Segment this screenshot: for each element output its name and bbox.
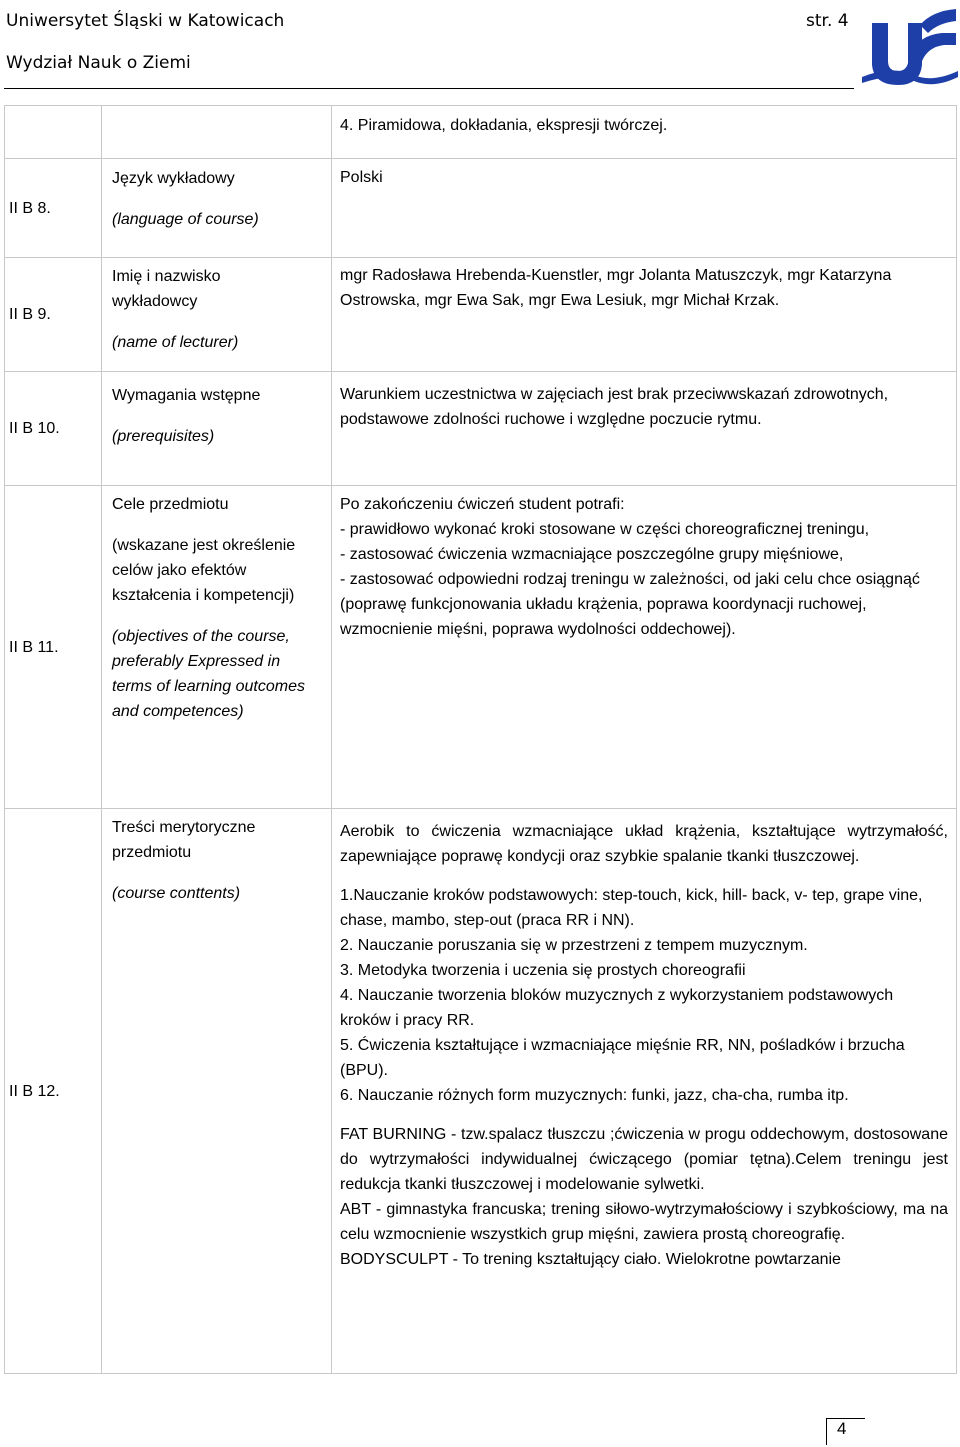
list-item: - zastosować ćwiczenia wzmacniające poszczególne grupy mięśniowe, bbox=[340, 546, 844, 563]
row-code: II B 10. bbox=[5, 372, 102, 486]
list-item: 5. Ćwiczenia kształtujące i wzmacniające mięśnie RR, NN, pośladków i brzucha (BPU). bbox=[340, 1037, 905, 1079]
list-item: 1.Nauczanie kroków podstawowych: step-touch, kick, hill- back, v- tep, grape vine, chase, mambo, step-out (praca RR i NN). bbox=[340, 887, 923, 929]
row-label: Język wykładowy bbox=[112, 170, 235, 187]
list-item: - zastosować odpowiedni rodzaj treningu w zależności, od jaki celu chce osiągnąć (poprawę funkcjonowania układu krążenia, poprawa koordynacji ruchowej, wzmocnienie mięśni, poprawa wydolności oddechowej). bbox=[340, 571, 920, 638]
row-label-en: (course conttents) bbox=[112, 885, 241, 902]
content-paragraph: FAT BURNING - tzw.spalacz tłuszczu ;ćwiczenia w progu oddechowym, dostosowane do wytrzymałości indywidualnej ćwiczącego (pomiar tętna).Celem treningu jest redukcja tkanki tłuszczowej i modelowanie sylwetki. bbox=[340, 1126, 948, 1193]
prev-row-value: 4. Piramidowa, dokładania, ekspresji twórczej. bbox=[332, 106, 957, 159]
row-label: Imię i nazwisko wykładowcy bbox=[112, 268, 221, 310]
list-item: 6. Nauczanie różnych form muzycznych: funki, jazz, cha-cha, rumba itp. bbox=[340, 1087, 849, 1104]
row-label-en: (name of lecturer) bbox=[112, 334, 239, 351]
content-intro: Aerobik to ćwiczenia wzmacniające układ krążenia, kształtujące wytrzymałość, zapewniające poprawę kondycji oraz szybkie spalanie tkanki tłuszczowej. bbox=[340, 823, 948, 865]
row-value: Polski bbox=[332, 159, 957, 258]
list-item: 3. Metodyka tworzenia i uczenia się prostych choreografii bbox=[340, 962, 746, 979]
page-label: str. 4 bbox=[806, 11, 849, 31]
university-logo-icon bbox=[862, 5, 958, 89]
row-label: Wymagania wstępne bbox=[112, 387, 261, 404]
list-item: 2. Nauczanie poruszania się w przestrzeni z tempem muzycznym. bbox=[340, 937, 808, 954]
table-row bbox=[5, 372, 957, 486]
table-row bbox=[5, 106, 957, 159]
faculty-name: Wydział Nauk o Ziemi bbox=[6, 53, 191, 73]
list-item: - prawidłowo wykonać kroki stosowane w części choreograficznej treningu, bbox=[340, 521, 870, 538]
list-item: Po zakończeniu ćwiczeń student potrafi: bbox=[340, 496, 625, 513]
row-label: Treści merytoryczne przedmiotu bbox=[112, 819, 256, 861]
content-paragraph: BODYSCULPT - To trening kształtujący ciało. Wielokrotne powtarzanie bbox=[340, 1251, 841, 1268]
footer-page-number: 4 bbox=[826, 1418, 865, 1445]
row-label-en: (objectives of the course, preferably Expressed in terms of learning outcomes and competences) bbox=[112, 628, 305, 720]
table-row bbox=[5, 258, 957, 372]
row-value: mgr Radosława Hrebenda-Kuenstler, mgr Jolanta Matuszczyk, mgr Katarzyna Ostrowska, mgr Ewa Sak, mgr Ewa Lesiuk, mgr Michał Krzak. bbox=[332, 258, 957, 372]
row-code: II B 8. bbox=[5, 159, 102, 258]
course-info-table bbox=[4, 105, 957, 1374]
row-code: II B 11. bbox=[5, 486, 102, 809]
row-label-en: (language of course) bbox=[112, 211, 259, 228]
row-label-note: (wskazane jest określenie celów jako efektów kształcenia i kompetencji) bbox=[112, 537, 296, 604]
row-code: II B 9. bbox=[5, 258, 102, 372]
row-code: II B 12. bbox=[5, 809, 102, 1374]
university-name: Uniwersytet Śląski w Katowicach bbox=[6, 11, 285, 31]
list-item: 4. Nauczanie tworzenia bloków muzycznych z wykorzystaniem podstawowych kroków i pracy RR. bbox=[340, 987, 894, 1029]
table-row bbox=[5, 809, 957, 1374]
row-label-en: (prerequisites) bbox=[112, 428, 215, 445]
table-row bbox=[5, 159, 957, 258]
header-rule bbox=[4, 88, 854, 89]
content-paragraph: ABT - gimnastyka francuska; trening siłowo-wytrzymałościowy i szybkościowy, ma na celu wzmocnienie wszystkich grup mięśni, zawiera prostą choreografię. bbox=[340, 1201, 948, 1243]
row-label: Cele przedmiotu bbox=[112, 496, 229, 513]
table-row bbox=[5, 486, 957, 809]
row-value: Warunkiem uczestnictwa w zajęciach jest brak przeciwwskazań zdrowotnych, podstawowe zdolności ruchowe i względne poczucie rytmu. bbox=[332, 372, 957, 486]
